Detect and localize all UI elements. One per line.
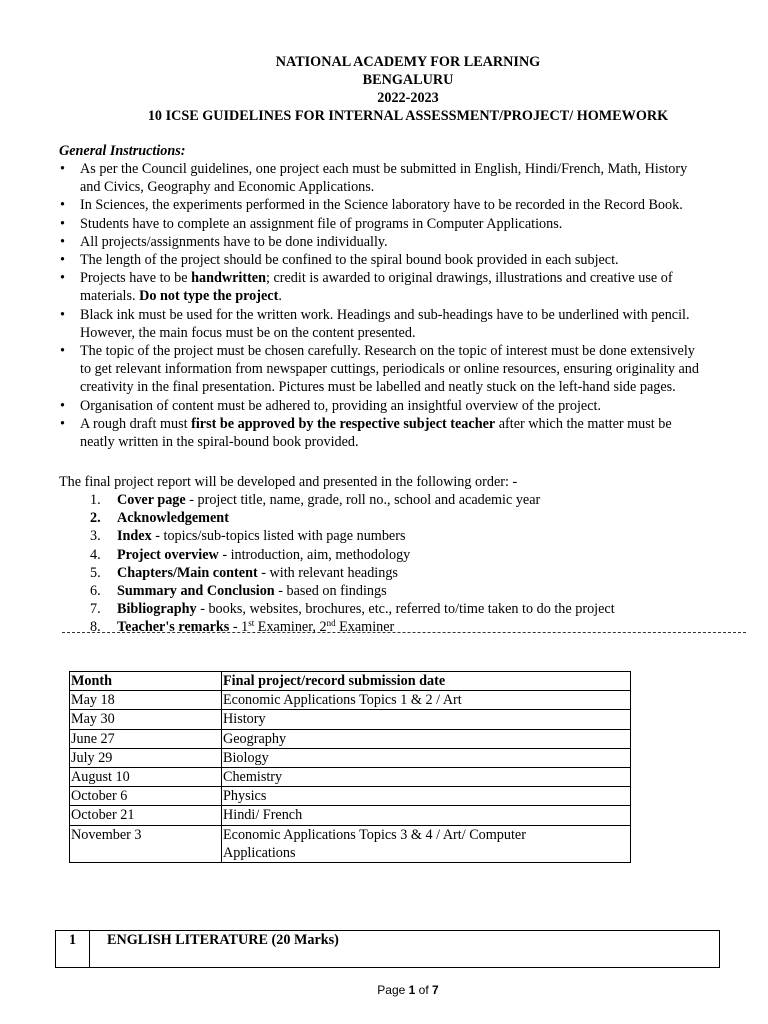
submission-schedule-table [69, 671, 631, 863]
bullet-icon: • [60, 197, 65, 214]
document-header [0, 53, 768, 125]
emphasis: Do not type the project [139, 288, 279, 305]
order-item: 3. Index - topics/sub-topics listed with page numbers [90, 528, 406, 545]
page-footer: Page 1 of 7 [377, 983, 439, 997]
table-row: May 18 Economic Applications Topics 1 & 2 / Art [70, 691, 631, 710]
current-page-number: 1 [408, 983, 416, 997]
order-item: 6. Summary and Conclusion - based on findings [90, 583, 387, 600]
list-item: • The length of the project should be confined to the spiral bound book provided in each subject. [60, 252, 619, 269]
school-city: BENGALURU [362, 72, 454, 88]
list-item: • The topic of the project must be chosen carefully. Research on the topic of interest must be done extensively to get relevant information from newspaper cuttings, periodicals or online resources, ensuring originality and creativity in the final presentation. Pictures must be labelled and neatly stuck on the left-hand side pages. [60, 343, 699, 396]
list-item: • In Sciences, the experiments performed in the Science laboratory have to be recorded in the Record Book. [60, 197, 683, 214]
document-title: 10 ICSE GUIDELINES FOR INTERNAL ASSESSMENT/PROJECT/ HOMEWORK [147, 108, 669, 124]
school-name: NATIONAL ACADEMY FOR LEARNING [275, 54, 541, 70]
list-item: • Black ink must be used for the written work. Headings and sub-headings have to be underlined with pencil. However, the main focus must be on the content presented. [60, 306, 690, 341]
bullet-icon: • [60, 270, 65, 287]
total-pages: 7 [432, 983, 439, 997]
bullet-icon: • [60, 306, 65, 323]
academic-year: 2022-2023 [377, 90, 439, 106]
bullet-icon: • [60, 161, 65, 177]
column-header-month: Month [70, 672, 222, 691]
table-row: October 21 Hindi/ French [70, 806, 631, 825]
column-header-submission: Final project/record submission date [222, 672, 631, 691]
bullet-icon: • [60, 415, 65, 432]
order-item: 1. Cover page - project title, name, grade, roll no., school and academic year [90, 492, 541, 508]
bullet-icon: • [60, 233, 65, 250]
table-row [56, 931, 720, 968]
bullet-icon: • [60, 397, 65, 414]
emphasis: handwritten [191, 270, 266, 287]
order-item: 4. Project overview - introduction, aim, methodology [90, 546, 411, 563]
dashed-divider [62, 632, 746, 633]
general-instructions-heading: General Instructions: [59, 143, 186, 159]
list-item: • Students have to complete an assignment file of programs in Computer Applications. [60, 215, 563, 232]
list-item: • Projects have to be handwritten; credit is awarded to original drawings, illustrations and creative use of materials. Do not type the project. [60, 270, 673, 305]
table-row: August 10 Chemistry [70, 768, 631, 787]
table-row: October 6 Physics [70, 787, 631, 806]
list-item: • All projects/assignments have to be done individually. [60, 233, 388, 250]
order-item: 8. Teacher's remarks - 1st Examiner, 2nd Examiner [90, 618, 395, 636]
order-item: 5. Chapters/Main content - with relevant headings [90, 564, 398, 581]
bullet-icon: • [60, 215, 65, 232]
report-order-list [90, 491, 615, 637]
table-row: June 27 Geography [70, 729, 631, 748]
emphasis: first be approved by the respective subject teacher [191, 415, 496, 432]
section-number: 1 [56, 931, 90, 968]
general-instructions-list [59, 160, 749, 451]
table-header-row [70, 672, 631, 691]
report-order-intro: The final project report will be developed and presented in the following order: - [59, 474, 518, 490]
list-item: • Organisation of content must be adhered to, providing an insightful overview of the project. [60, 397, 602, 414]
table-row: July 29 Biology [70, 748, 631, 767]
bullet-icon: • [60, 252, 65, 269]
table-row: November 3 Economic Applications Topics 3 & 4 / Art/ Computer Applications [70, 825, 631, 862]
section-title: ENGLISH LITERATURE (20 Marks) [90, 931, 720, 968]
bullet-icon: • [60, 343, 65, 360]
section-heading-table [55, 930, 720, 968]
list-item: • A rough draft must first be approved by the respective subject teacher after which the matter must be neatly written in the spiral-bound book provided. [60, 415, 672, 451]
order-item: 2. Acknowledgement [90, 510, 229, 527]
table-row: May 30 History [70, 710, 631, 729]
order-item: 7. Bibliography - books, websites, brochures, etc., referred to/time taken to do the project [90, 601, 615, 618]
list-item: • As per the Council guidelines, one project each must be submitted in English, Hindi/French, Math, History and Civics, Geography and Economic Applications. [60, 161, 688, 196]
